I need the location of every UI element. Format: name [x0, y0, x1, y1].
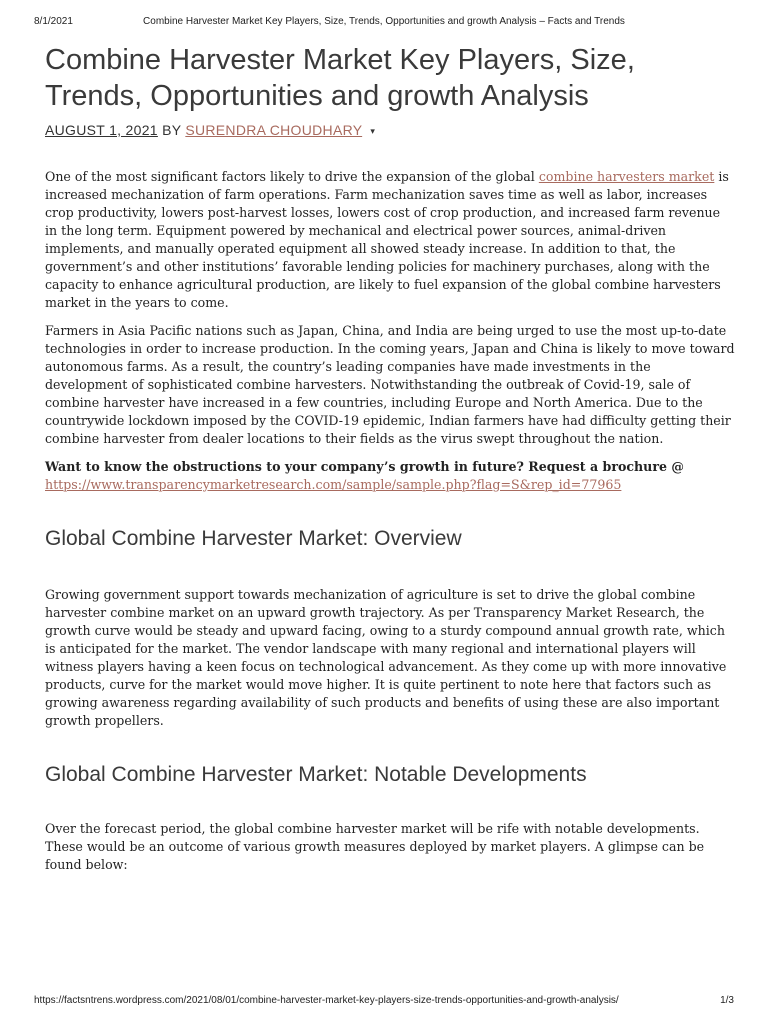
page-number: 1/3 — [720, 995, 734, 1006]
paragraph-intro-text-before: One of the most significant factors likely to drive the expansion of the global — [45, 169, 539, 184]
byline — [45, 122, 735, 138]
print-document-title: Combine Harvester Market Key Players, Size, Trends, Opportunities and growth Analysis – Facts and Trends — [143, 16, 625, 27]
article — [45, 42, 735, 874]
print-footer — [0, 995, 768, 1011]
author-link[interactable]: SURENDRA CHOUDHARY — [185, 122, 363, 138]
paragraph-intro — [45, 168, 735, 312]
brochure-cta-text: Want to know the obstructions to your company’s growth in future? Request a brochure @ — [45, 459, 684, 474]
paragraph-developments: Over the forecast period, the global combine harvester market will be rife with notable developments. These would be an outcome of various growth measures deployed by market players. A glimpse can be found below: — [45, 821, 705, 872]
chevron-down-icon[interactable]: ▾ — [370, 125, 376, 136]
brochure-cta — [45, 458, 735, 494]
print-header — [0, 14, 768, 30]
section-heading-overview: Global Combine Harvester Market: Overview — [45, 527, 462, 550]
combine-harvesters-market-link[interactable]: combine harvesters market — [538, 169, 715, 184]
brochure-link[interactable]: https://www.transparencymarketresearch.com/sample/sample.php?flag=S&rep_id=77965 — [45, 477, 622, 492]
post-date-link[interactable]: AUGUST 1, 2021 — [45, 122, 158, 138]
paragraph-intro-text-after: is increased mechanization of farm operations. Farm mechanization saves time as well as labor, increases crop productivity, lowers post-harvest losses, lowers cost of crop production, and increased farm revenue in the long term. Equipment powered by mechanical and electrical power sources, animal-driven implements, and manually operated equipment all showed steady increase. In addition to that, the government’s and other institutions’ favorable lending policies for machinery purchases, along with the capacity to enhance agricultural production, are likely to fuel expansion of the global combine harvesters market in the years to come. — [45, 169, 729, 310]
article-title: Combine Harvester Market Key Players, Size, Trends, Opportunities and growth Analysis — [45, 44, 635, 112]
paragraph-asia-pacific: Farmers in Asia Pacific nations such as Japan, China, and India are being urged to use the most up-to-date technologies in order to increase production. In the coming years, Japan and China is likely to move toward autonomous farms. As a result, the country’s leading companies have made investments in the development of sophisticated combine harvesters. Notwithstanding the outbreak of Covid-19, sale of combine harvester have increased in a few countries, including Europe and North America. Due to the countrywide lockdown imposed by the COVID-19 epidemic, Indian farmers have had difficulty getting their combine harvester from dealer locations to their fields as the virus swept throughout the nation. — [45, 323, 735, 446]
section-heading-notable-developments: Global Combine Harvester Market: Notable Developments — [45, 763, 587, 786]
print-date: 8/1/2021 — [34, 16, 73, 27]
paragraph-overview: Growing government support towards mechanization of agriculture is set to drive the global combine harvester combine market on an upward growth trajectory. As per Transparency Market Research, the growth curve would be steady and upward facing, owing to a sturdy compound annual growth rate, which is anticipated for the market. The vendor landscape with many regional and international players will witness players having a keen focus on technological advancement. As they come up with more innovative products, curve for the market would move higher. It is quite pertinent to note here that factors such as growing awareness regarding availability of such products and benefits of using these are also important growth propellers. — [45, 587, 727, 728]
byline-by: BY — [162, 122, 182, 138]
print-url: https://factsntrens.wordpress.com/2021/08/01/combine-harvester-market-key-players-size-trends-opportunities-and-growth-analysis/ — [34, 995, 619, 1006]
